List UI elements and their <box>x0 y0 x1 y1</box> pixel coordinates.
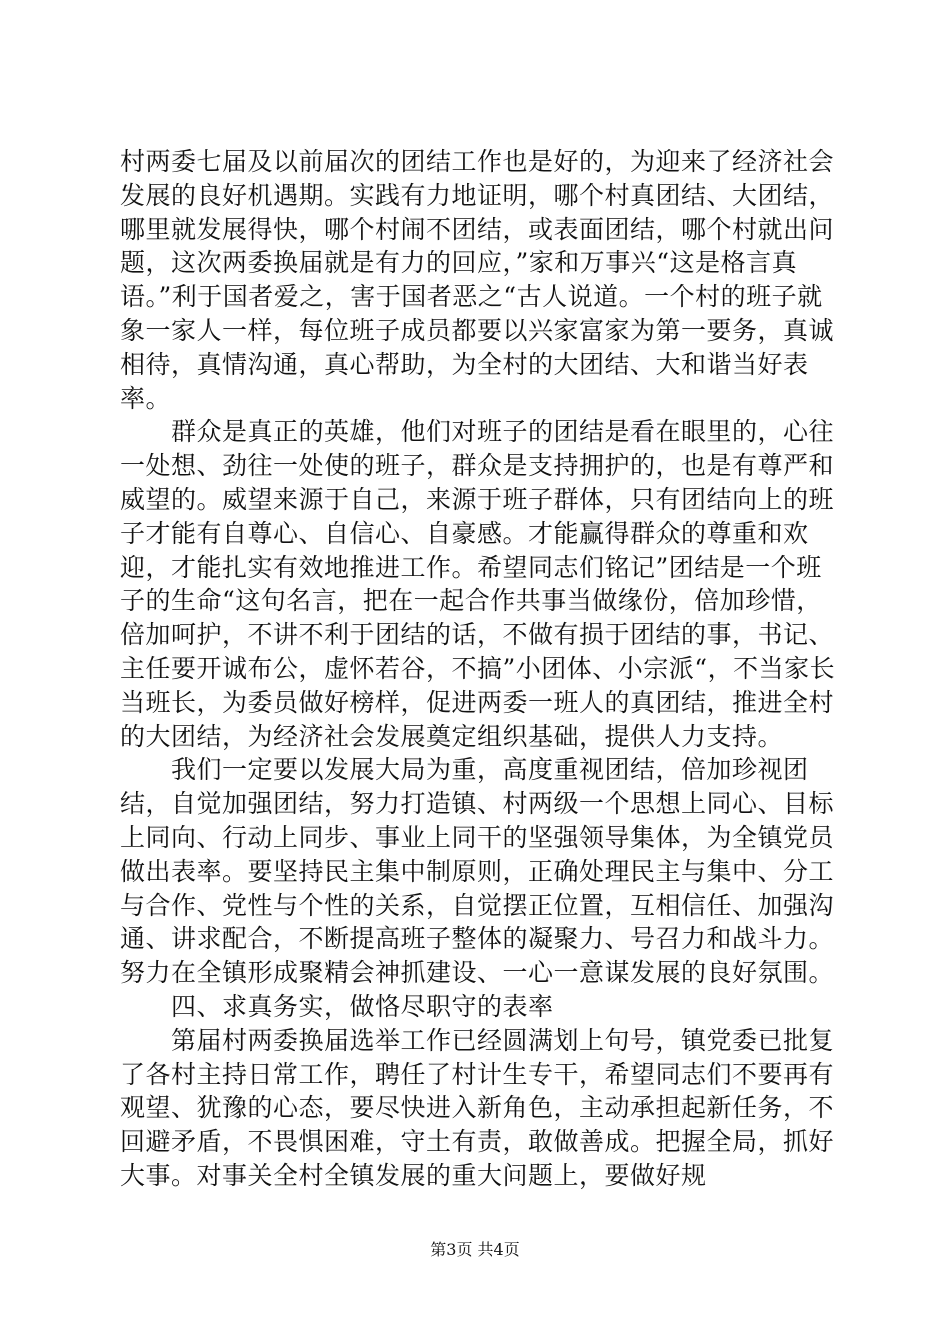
paragraph: 我们一定要以发展大局为重，高度重视团结，倍加珍视团结，自觉加强团结，努力打造镇、村两级一个思想上同心、目标上同向、行动上同步、事业上同干的坚强领导集体，为全镇党员做出表率。要坚持民主集中制原则，正确处理民主与集中、分工与合作、党性与个性的关系，自觉摆正位置，互相信任、加强沟通、讲求配合，不断提高班子整体的凝聚力、号召力和战斗力。努力在全镇形成聚精会神抓建设、一心一意谋发展的良好氛围。 <box>120 755 835 988</box>
page-number: 第3页 共4页 <box>430 1240 520 1259</box>
document-body <box>120 145 840 1193</box>
section-heading: 四、求真务实，做恪尽职守的表率 <box>120 991 554 1021</box>
page-footer <box>0 1240 950 1260</box>
paragraph: 群众是真正的英雄，他们对班子的团结是看在眼里的，心往一处想、劲往一处使的班子，群众是支持拥护的，也是有尊严和威望的。威望来源于自己，来源于班子群体，只有团结向上的班子才能有自尊心、自信心、自豪感。才能赢得群众的尊重和欢迎，才能扎实有效地推进工作。希望同志们铭记”团结是一个班子的生命“这句名言，把在一起合作共事当做缘份，倍加珍惜，倍加呵护，不讲不利于团结的话，不做有损于团结的事，书记、主任要开诚布公，虚怀若谷，不搞”小团体、小宗派“，不当家长当班长，为委员做好榜样，促进两委一班人的真团结，推进全村的大团结，为经济社会发展奠定组织基础，提供人力支持。 <box>120 417 836 751</box>
paragraph: 村两委七届及以前届次的团结工作也是好的，为迎来了经济社会发展的良好机遇期。实践有力地证明，哪个村真团结、大团结，哪里就发展得快，哪个村闹不团结，或表面团结，哪个村就出问题，这次两委换届就是有力的回应，”家和万事兴“这是格言真语。”利于国者爱之，害于国者恶之“古人说道。一个村的班子就象一家人一样，每位班子成员都要以兴家富家为第一要务，真诚相待，真情沟通，真心帮助，为全村的大团结、大和谐当好表率。 <box>120 147 835 413</box>
paragraph: 第届村两委换届选举工作已经圆满划上句号，镇党委已批复了各村主持日常工作，聘任了村计生专干，希望同志们不要再有观望、犹豫的心态，要尽快进入新角色，主动承担起新任务，不回避矛盾，不畏惧困难，守土有责，敢做善成。把握全局，抓好大事。对事关全村全镇发展的重大问题上，要做好规 <box>120 1025 835 1190</box>
